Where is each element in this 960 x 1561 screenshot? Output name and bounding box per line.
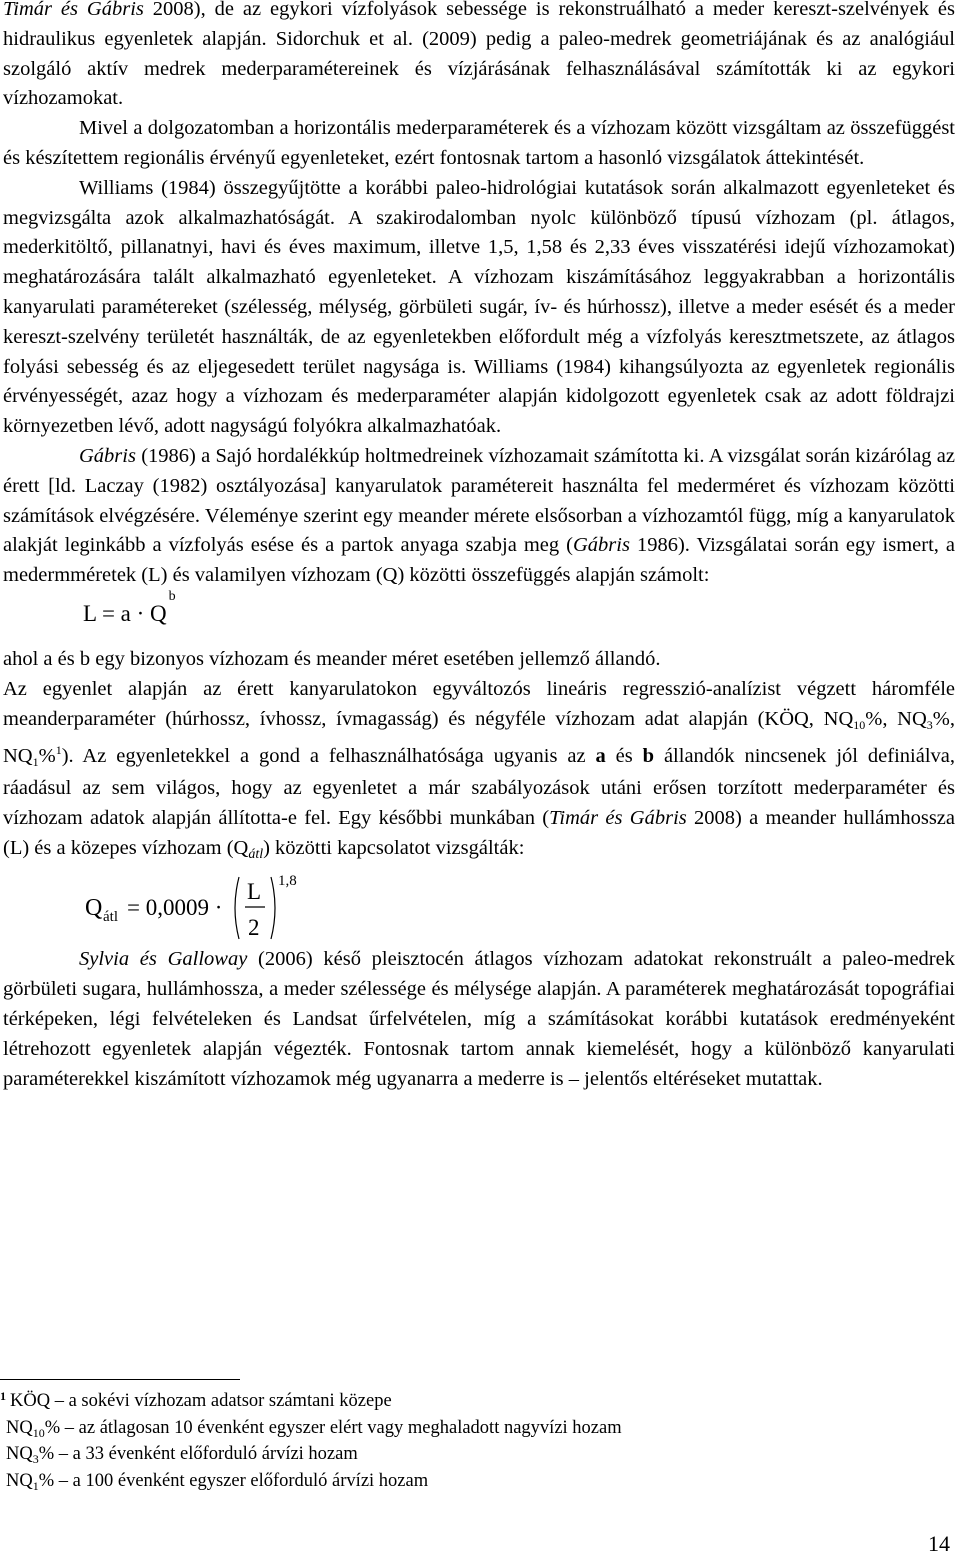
paragraph-2: Mivel a dolgozatomban a horizontális mederparaméterek és a vízhozam között vizsgáltam az összefüggést és készítettem regionális érvényű egyenleteket, ezért fontosnak tartom a hasonló vizsgálatok áttekintését.	[3, 117, 955, 169]
subscript: 1	[32, 1478, 39, 1493]
equation-svg	[3, 865, 333, 945]
footnote-text: % – a 100 évenként egyszer előforduló árvízi hozam	[38, 1470, 429, 1491]
author-ref: Timár és Gábris	[549, 806, 687, 829]
eq-denominator: 2	[248, 915, 260, 941]
text: állandók nincsenek jól definiálva, ráadásul az sem világos, hogy az egyenletet a már szabályozások utáni erősen torzított mederparaméter és vízhozam adatok alapján állította-e fel. Egy későbbi munkában (	[3, 745, 955, 829]
paragraph-4	[3, 442, 955, 591]
footnote-nq3	[0, 1442, 940, 1469]
constant-a: a	[595, 745, 606, 768]
subscript: 10	[32, 1425, 45, 1440]
text: 1986). Vizsgálatai során egy ismert, a medermméretek (L) és valamilyen vízhozam (Q) közötti összefüggés alapján számolt:	[3, 534, 955, 587]
footnote-nq1	[0, 1469, 940, 1496]
text: és	[605, 745, 643, 768]
footnote-text: NQ	[6, 1417, 33, 1438]
footnote-text: NQ	[6, 1470, 33, 1491]
eq-numerator: L	[247, 879, 262, 905]
text: 2008), de az egykori vízfolyások sebessége is rekonstruálható a meder kereszt-szelvények és hidraulikus egyenletek alapján. Sidorchuk et al. (2009) pedig a paleo-medrek geometriájának és az analógiául szolgáló aktív medrek mederparamétereinek és vízjárásának felhasználásával számították ki az egykori vízhozamokat.	[3, 0, 956, 110]
text: ). Az egyenletekkel a gond a felhasználhatósága ugyanis az	[61, 745, 596, 768]
constant-b: b	[642, 745, 655, 768]
footnote-text: KÖQ – a sokévi vízhozam adatsor számtani közepe	[10, 1391, 392, 1411]
eq-coef: = 0,0009 ·	[127, 895, 223, 921]
subscript: 3	[926, 717, 933, 732]
paragraph-5: ahol a és b egy bizonyos vízhozam és meander méret esetében jellemző állandó.	[3, 647, 661, 670]
equation-exponent: b	[168, 589, 176, 605]
text: 2008) a meander hullámhossza (L) és a közepes vízhozam (Q	[3, 806, 955, 859]
text: (1986) a Sajó hordalékkúp holtmedreinek vízhozamait számította ki. A vizsgálat során kizárólag az érett [ld. Laczay (1982) osztályozása] kanyarulatok paramétereit használta fel mederméret és vízhozam közötti számítások elvégzésére. Véleménye szerint egy meander mérete elsősorban a vízhozamtól függ, míg a kanyarulatok alakját leginkább a vízfolyás esése és a partok anyaga szabja meg (	[3, 444, 955, 557]
subscript: 1	[32, 755, 39, 770]
footnote-number: 1	[0, 1389, 6, 1403]
footnote-text: % – a 33 évenként előforduló árvízi hozam	[38, 1444, 358, 1464]
subscript: átl	[248, 846, 264, 862]
author-ref: Gábris	[79, 444, 136, 467]
footnote-1	[0, 1389, 940, 1416]
author-ref: Timár és Gábris	[3, 0, 144, 20]
footnote-text: % – az átlagosan 10 évenként egyszer elért vagy meghaladott nagyvízi hozam	[44, 1417, 622, 1438]
eq-q: Q	[85, 895, 103, 922]
text: %, NQ	[3, 707, 955, 768]
eq-q-sub: átl	[103, 909, 118, 926]
equation-discharge	[3, 865, 955, 945]
text: %, NQ	[865, 707, 927, 730]
author-ref: Gábris	[572, 534, 630, 557]
text: (2006) késő pleisztocén átlagos vízhozam adatokat rekonstruált a paleo-medrek görbületi sugara, hullámhossza, a meder szélessége és mélysége alapján. A paraméterek meghatározását topográfiai térképeken, légi felvételeken és Landsat űrfelvételen, míg a számításokat korábbi kutatások eredményeként létrehozott egyenletek alapján végezték. Fontosnak tartom annak kiemelését, hogy a különböző kanyarulati paraméterekkel kiszámított vízhozamok még ugyanarra a mederre is – jelentős eltéréseket mutattak.	[3, 948, 955, 1090]
text: Az egyenlet alapján az érett kanyarulatokon egyváltozós lineáris regresszió-analízist végzett háromféle meanderparaméter (húrhossz, ívhossz, ívmagasság) és négyféle vízhozam adat alapján (KÖQ, NQ	[3, 677, 955, 730]
equation-power-law	[3, 591, 955, 645]
equation-lhs: L = a · Q	[83, 600, 167, 626]
footnote-text: NQ	[6, 1444, 33, 1464]
page-number: 14	[928, 1531, 950, 1556]
text: %	[38, 745, 56, 768]
document-page	[3, 0, 955, 1094]
paragraph-7	[3, 945, 955, 1094]
eq-exponent: 1,8	[278, 873, 297, 890]
subscript: 3	[32, 1452, 39, 1466]
left-paren-icon	[235, 877, 239, 939]
paragraph-1	[3, 0, 955, 114]
footnote-marker[interactable]: 1	[55, 743, 62, 758]
footnotes	[0, 1389, 940, 1495]
footnote-separator	[0, 1379, 240, 1380]
right-paren-icon	[271, 877, 275, 939]
paragraph-3: Williams (1984) összegyűjtötte a korábbi paleo-hidrológiai kutatások során alkalmazott egyenleteket és megvizsgálta azok alkalmazhatóságát. A szakirodalomban nyolc különböző típusú vízhozam (pl. átlagos, mederkitöltő, pillanatnyi, havi és éves maximum, illetve 1,5, 1,58 és 2,33 éves visszatérési idejű vízhozamokat) meghatározására talált alkalmazható egyenleteket. A vízhozam kiszámításához leggyakrabban a horizontális kanyarulati paramétereket (szélesség, mélység, görbületi sugár, ív- és húrhossz), illetve a meder esését és a meder kereszt-szelvény területét használták, de az egyenletekben előfordult még a vízfolyás keresztmetszete, az átlagos folyási sebesség és az eljegesedett terület nagysága is. Williams (1984) kihangsúlyozta az egyenletek regionális érvényességét, azaz hogy a vízhozam és mederparaméter alapján kidolgozott egyenletek csak az adott földrajzi környezetben lévő, adott nagyságú folyókra alkalmazhatóak.	[3, 176, 955, 438]
footnote-nq10	[0, 1416, 940, 1443]
text: ) közötti kapcsolatot vizsgálták:	[263, 836, 525, 859]
author-ref: Sylvia és Galloway	[79, 948, 248, 971]
subscript: 10	[853, 717, 866, 732]
paragraph-6	[3, 675, 955, 866]
